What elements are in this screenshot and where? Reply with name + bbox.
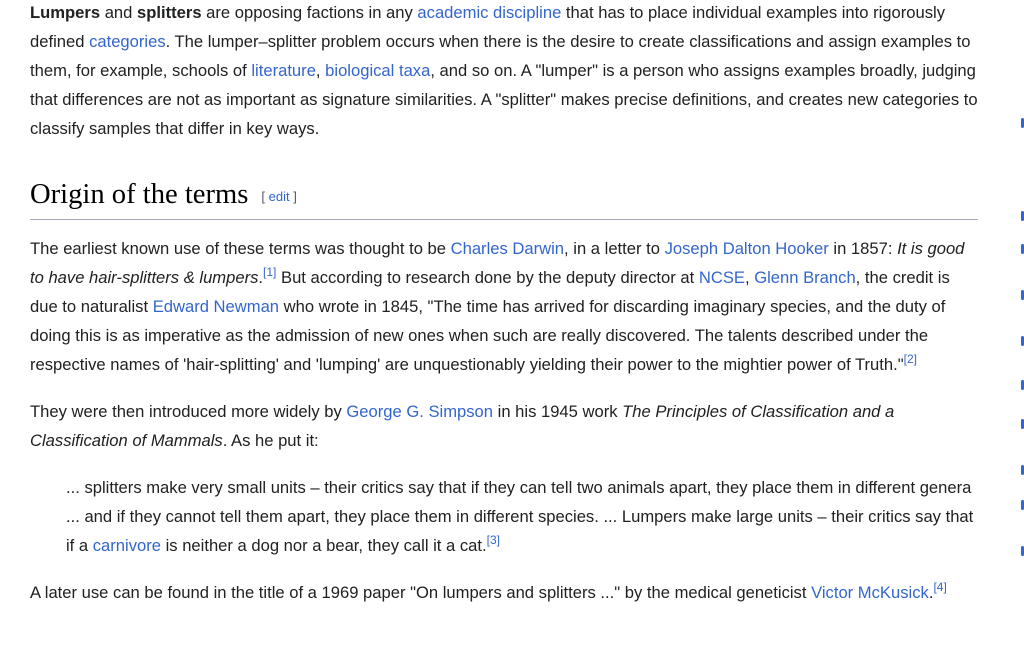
work-title: The Principles of Classification and a Classification of Mammals [30, 402, 895, 450]
edit-bracket-open: [ [261, 189, 269, 204]
text-run: The earliest known use of these terms was thought to be [30, 239, 451, 258]
reference-1[interactable]: [1] [263, 265, 277, 279]
edit-section [261, 189, 296, 204]
text-run: , the credit is due to naturalist [30, 268, 950, 316]
text-run: , [315, 61, 326, 80]
text-run: , in a letter to [564, 239, 665, 258]
text-run: ... splitters make very small units – their critics say that if they can tell two animals apart, they place them in different genera ... and if they cannot tell them apart, they place them in different species. ... Lumpers make large units – their critics say that if a [66, 478, 974, 555]
text-run: and [100, 3, 137, 22]
origin-paragraph-1 [30, 234, 980, 379]
link-glenn-branch[interactable]: Glenn Branch [754, 268, 856, 287]
article-content [30, 0, 980, 625]
link-edward-newman[interactable]: Edward Newman [152, 297, 280, 316]
edit-link[interactable]: edit [268, 189, 290, 204]
simpson-blockquote [66, 473, 980, 560]
term-lumpers: Lumpers [30, 3, 101, 22]
term-splitters: splitters [137, 3, 202, 22]
text-run: They were then introduced more widely by [30, 402, 347, 421]
sidebar-indicators [1018, 0, 1024, 652]
reference-3[interactable]: [3] [486, 533, 500, 547]
text-run: . [928, 583, 934, 602]
text-run: is neither a dog nor a bear, they call it a cat. [161, 536, 487, 555]
text-run: . The lumper–splitter problem occurs when there is the desire to create classifications and assign examples to them, for example, schools of [30, 32, 971, 80]
text-run: . As he put it: [222, 431, 319, 450]
edit-bracket-close: ] [289, 189, 297, 204]
text-run: in 1857: [828, 239, 898, 258]
text-run: A later use can be found in the title of a 1969 paper "On lumpers and splitters ..." by the medical geneticist [30, 583, 812, 602]
text-run: , [744, 268, 755, 287]
link-literature[interactable]: literature [251, 61, 316, 80]
text-run: that has to place individual examples into rigorously defined [30, 3, 946, 51]
link-categories[interactable]: categories [89, 32, 166, 51]
text-run: But according to research done by the deputy director at [276, 268, 699, 287]
link-carnivore[interactable]: carnivore [92, 536, 161, 555]
reference-4[interactable]: [4] [933, 580, 947, 594]
link-charles-darwin[interactable]: Charles Darwin [450, 239, 565, 258]
link-george-g-simpson[interactable]: George G. Simpson [346, 402, 494, 421]
text-run: in his 1945 work [493, 402, 623, 421]
origin-paragraph-3 [30, 578, 980, 607]
intro-paragraph [30, 0, 980, 143]
origin-paragraph-2 [30, 397, 980, 455]
link-academic-discipline[interactable]: academic discipline [417, 3, 562, 22]
link-ncse[interactable]: NCSE [698, 268, 745, 287]
reference-2[interactable]: [2] [903, 352, 917, 366]
section-heading [30, 175, 978, 220]
text-run: . [258, 268, 264, 287]
link-joseph-dalton-hooker[interactable]: Joseph Dalton Hooker [664, 239, 829, 258]
darwin-quote: It is good to have hair-splitters & lumpers [30, 239, 965, 287]
text-run: who wrote in 1845, "The time has arrived for discarding imaginary species, and the duty of doing this is as imperative as the admission of new ones when such are really discovered. The talents described under the respective names of 'hair-splitting' and 'lumping' are unquestionably yielding their power to the mightier power of Truth." [30, 297, 946, 374]
link-biological-taxa[interactable]: biological taxa [325, 61, 431, 80]
text-run: are opposing factions in any [201, 3, 418, 22]
text-run: , and so on. A "lumper" is a person who assigns examples broadly, judging that differences are not as important as signature similarities. A "splitter" makes precise definitions, and creates new categories to classify samples that differ in key ways. [30, 61, 978, 138]
link-victor-mckusick[interactable]: Victor McKusick [811, 583, 929, 602]
section-title: Origin of the terms [30, 179, 249, 210]
